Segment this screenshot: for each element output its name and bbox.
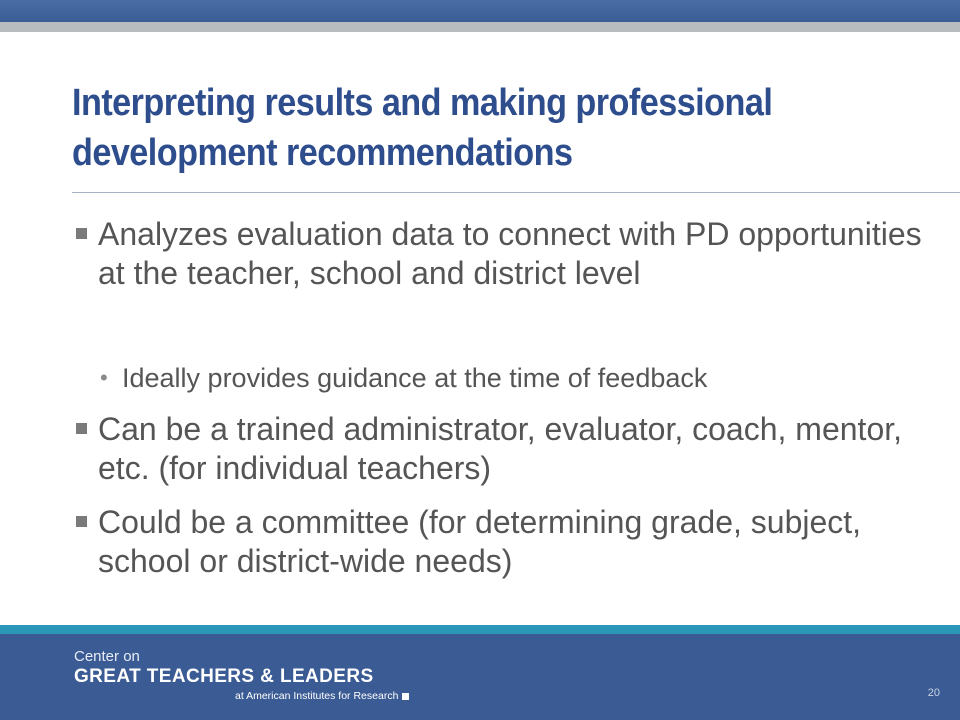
square-bullet-icon [76,228,87,239]
square-bullet-icon [76,516,87,527]
logo-square-icon [402,693,409,700]
footer-accent-line [0,625,960,634]
bullet-text: Could be a committee (for determining grade, subject, school or district-wide needs) [98,504,862,579]
logo-line-organization-name: GREAT TEACHERS & LEADERS [74,666,374,687]
logo-line-affiliation [235,690,409,702]
bullet-text: Can be a trained administrator, evaluator, coach, mentor, etc. (for individual teachers) [98,411,903,486]
bullet-text: Analyzes evaluation data to connect with PD opportunities at the teacher, school and district level [98,216,922,291]
square-bullet-icon [76,423,87,434]
title-divider [72,192,960,193]
logo-affiliation-text: at American Institutes for Research [235,690,399,702]
organization-logo [74,648,399,702]
page-number: 20 [927,687,940,699]
round-bullet-icon: • [100,365,108,390]
logo-line-center-on: Center on [74,648,140,665]
sub-bullet-text: Ideally provides guidance at the time of feedback [122,363,708,393]
header-accent-bar [0,22,960,32]
slide-title: Interpreting results and making professional development recommendations [72,82,773,174]
header-bar [0,0,960,22]
